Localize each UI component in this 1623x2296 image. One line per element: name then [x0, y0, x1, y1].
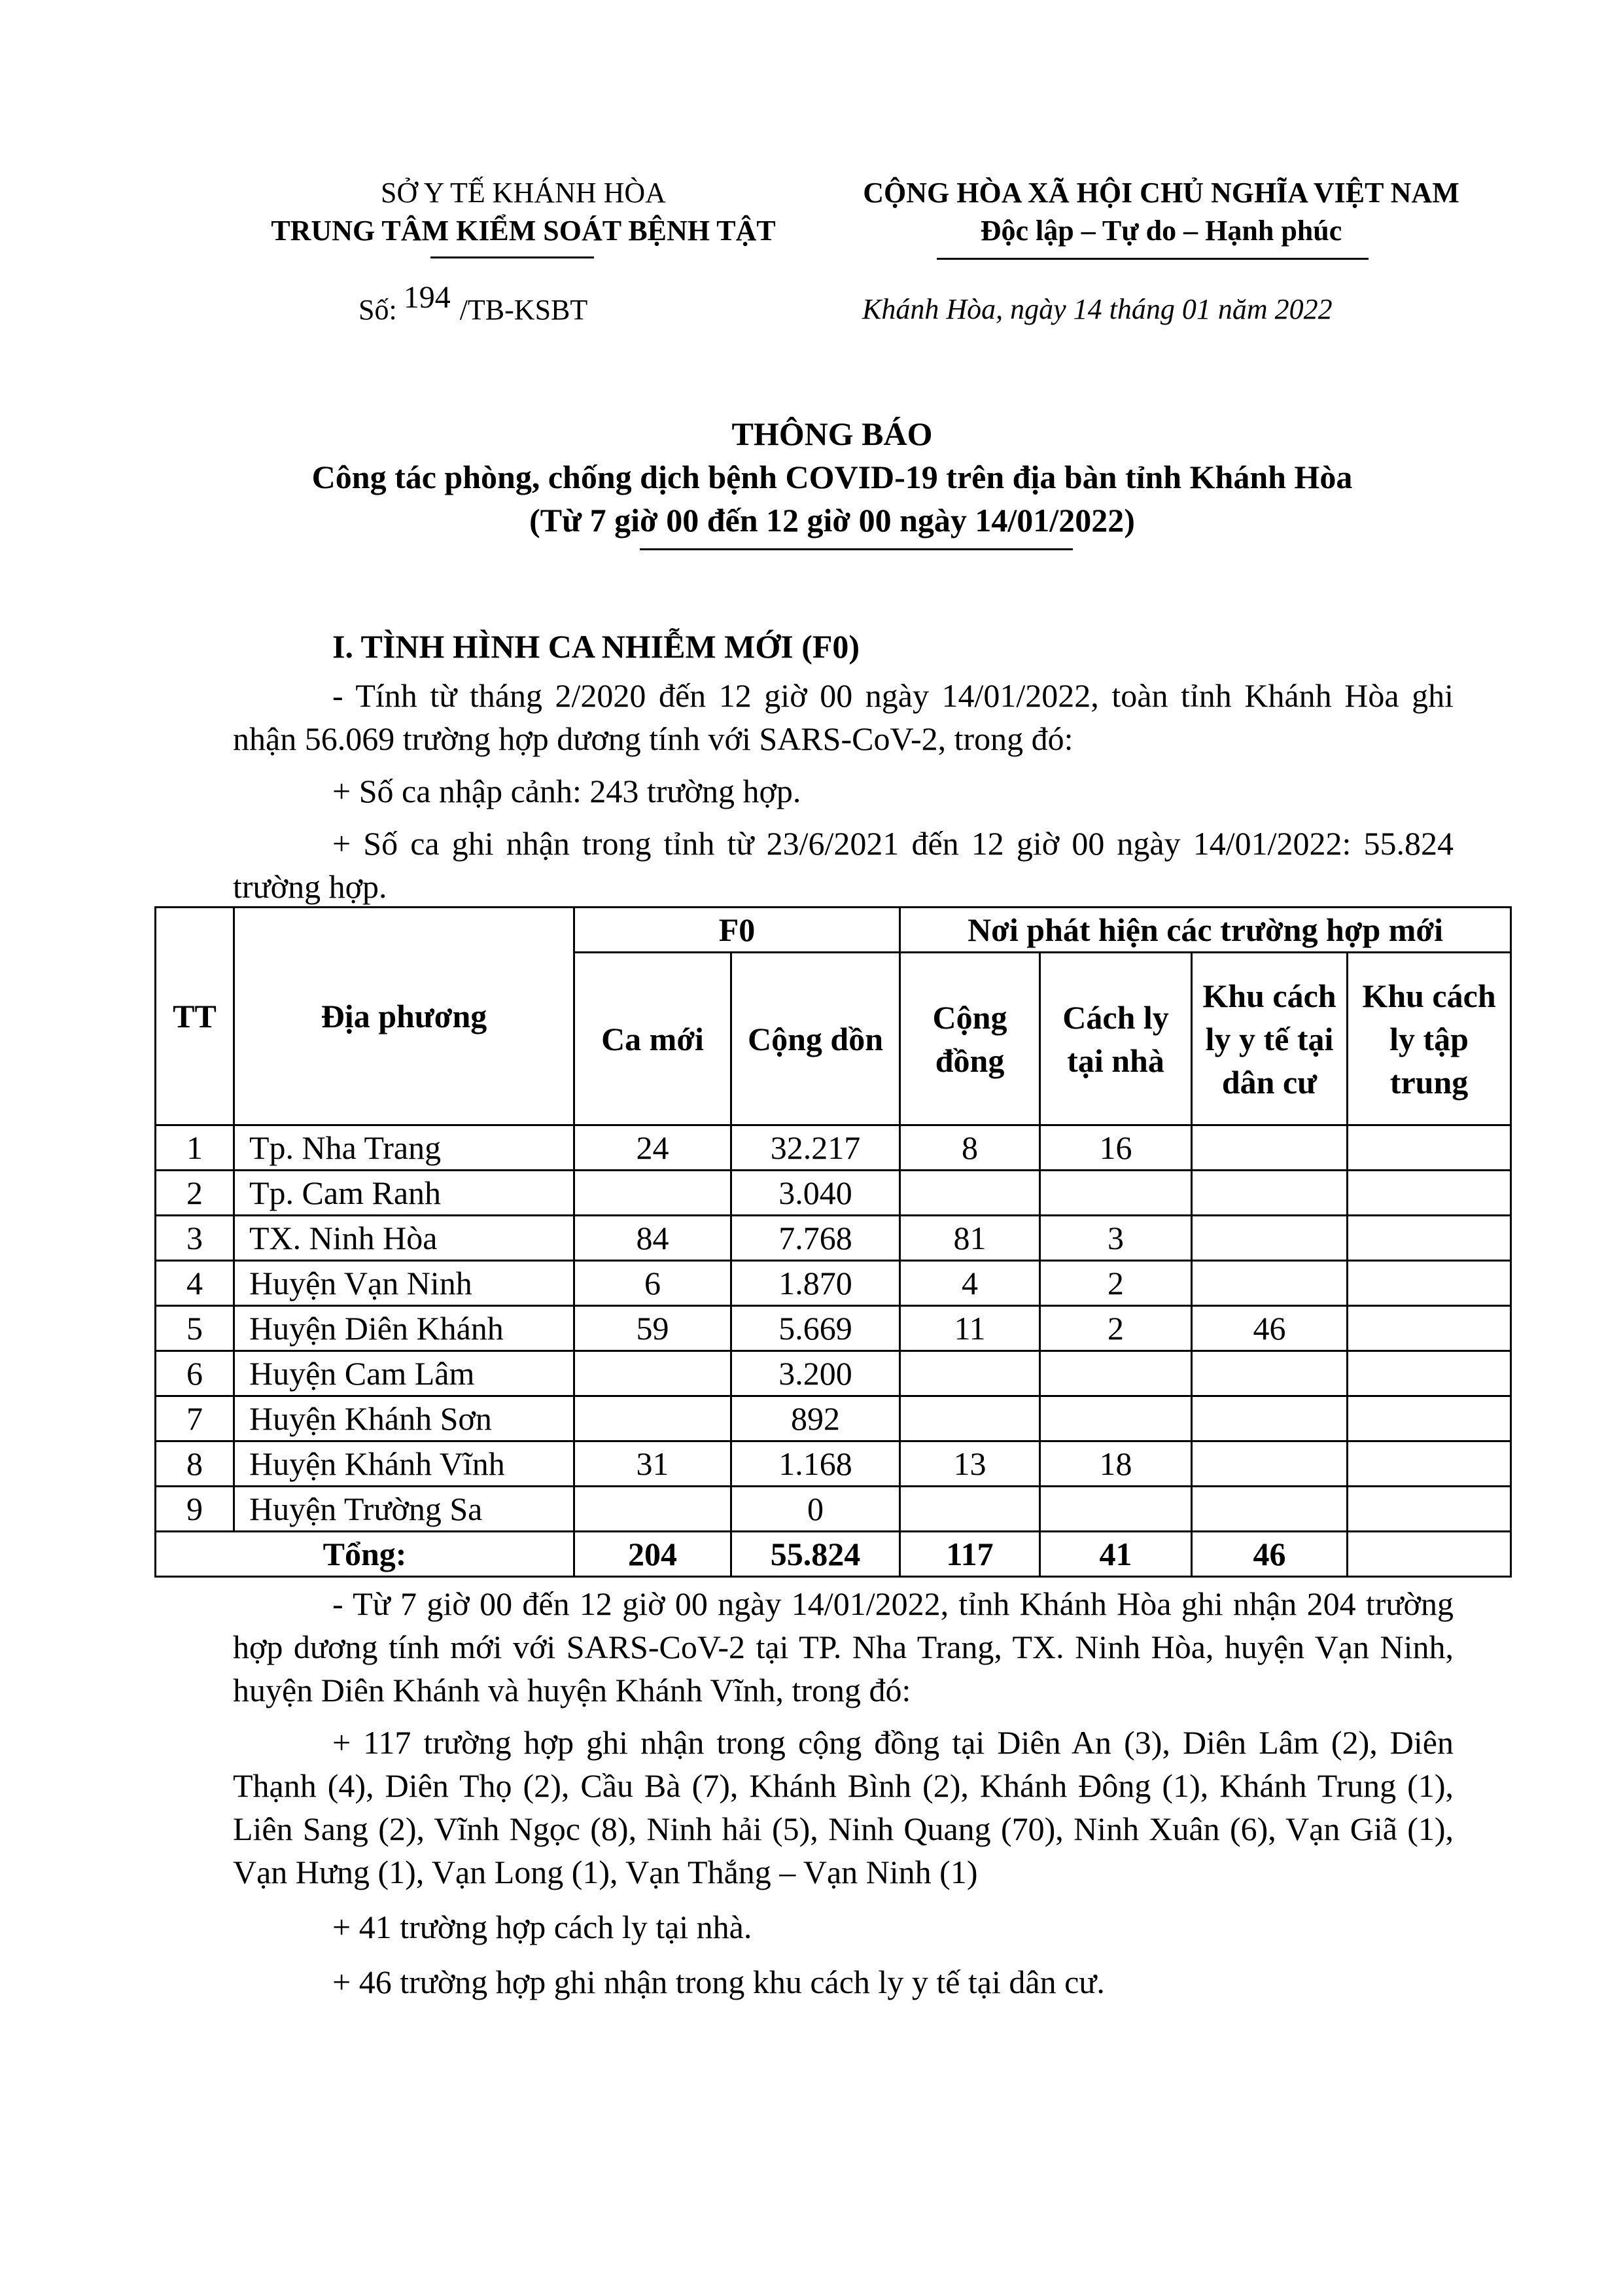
col-header-home: Cách ly tại nhà: [1040, 953, 1192, 1125]
row-residential: [1192, 1216, 1348, 1261]
row-central: [1348, 1216, 1511, 1261]
row-tt: 4: [156, 1261, 234, 1306]
paragraph-total: - Tính từ tháng 2/2020 đến 12 giờ 00 ngày 14/01/2022, toàn tỉnh Khánh Hòa ghi nhận 56.069 trường hợp dương tính với SARS-CoV-2, trong đó:: [233, 677, 1454, 757]
agency-name: TRUNG TÂM KIỂM SOÁT BỆNH TẬT: [271, 215, 776, 247]
col-header-new: Ca mới: [574, 953, 731, 1125]
col-header-community: Cộng đồng: [900, 953, 1040, 1125]
row-community: 11: [900, 1306, 1040, 1351]
row-residential: [1192, 1396, 1348, 1441]
row-community: [900, 1351, 1040, 1396]
paragraph-residential: + 46 trường hợp ghi nhận trong khu cách ly y tế tại dân cư.: [332, 1964, 1105, 2000]
row-community: [900, 1487, 1040, 1532]
row-tt: 9: [156, 1487, 234, 1532]
row-home: 2: [1040, 1306, 1192, 1351]
notice-title: THÔNG BÁO: [731, 415, 933, 452]
document-number: [358, 280, 588, 328]
total-residential: 46: [1192, 1532, 1348, 1577]
row-new: [574, 1487, 731, 1532]
row-residential: [1192, 1441, 1348, 1487]
row-cumulative: 1.870: [731, 1261, 900, 1306]
row-central: [1348, 1441, 1511, 1487]
paragraph-local: + Số ca ghi nhận trong tỉnh từ 23/6/2021 đến 12 giờ 00 ngày 14/01/2022: 55.824 trường hợp.: [233, 825, 1454, 905]
row-central: [1348, 1396, 1511, 1441]
col-header-cumulative: Cộng dồn: [731, 953, 900, 1125]
notice-subtitle: Công tác phòng, chống dịch bệnh COVID-19 trên địa bàn tỉnh Khánh Hòa: [311, 459, 1353, 495]
table-row: [156, 1441, 1511, 1487]
motto: Độc lập – Tự do – Hạnh phúc: [980, 215, 1342, 247]
intro-text: [233, 674, 1454, 908]
row-new: 24: [574, 1125, 731, 1171]
table-row: [156, 1171, 1511, 1216]
row-home: 18: [1040, 1441, 1192, 1487]
cases-table: [154, 906, 1512, 1578]
number-prefix: Số:: [358, 294, 397, 326]
table-row: [156, 1351, 1511, 1396]
row-tt: 7: [156, 1396, 234, 1441]
row-new: 6: [574, 1261, 731, 1306]
row-cumulative: 3.200: [731, 1351, 900, 1396]
section-heading: I. TÌNH HÌNH CA NHIỄM MỚI (F0): [332, 628, 860, 665]
row-residential: [1192, 1487, 1348, 1532]
row-locality: TX. Ninh Hòa: [234, 1216, 574, 1261]
col-header-residential: Khu cách ly y tế tại dân cư: [1192, 953, 1348, 1125]
paragraph-community: + 117 trường hợp ghi nhận trong cộng đồng tại Diên An (3), Diên Lâm (2), Diên Thạnh (4), Diên Thọ (2), Cầu Bà (7), Khánh Bình (2), Khánh Đông (1), Khánh Trung (1), Liên Sang (2), Vĩnh Ngọc (8), Ninh hải (5), Ninh Quang (70), Ninh Xuân (6), Vạn Giã (1), Vạn Hưng (1), Vạn Long (1), Vạn Thắng – Vạn Ninh (1): [233, 1724, 1454, 1890]
row-cumulative: 7.768: [731, 1216, 900, 1261]
table-row: [156, 1396, 1511, 1441]
row-cumulative: 5.669: [731, 1306, 900, 1351]
row-home: 3: [1040, 1216, 1192, 1261]
row-new: [574, 1351, 731, 1396]
row-tt: 2: [156, 1171, 234, 1216]
paragraph-home: + 41 trường hợp cách ly tại nhà.: [332, 1909, 752, 1945]
row-new: [574, 1396, 731, 1441]
row-locality: Tp. Cam Ranh: [234, 1171, 574, 1216]
row-home: 16: [1040, 1125, 1192, 1171]
row-community: [900, 1171, 1040, 1216]
col-header-locality: Địa phương: [234, 908, 574, 1125]
col-header-where: Nơi phát hiện các trường hợp mới: [900, 908, 1511, 953]
motto-underline: [937, 258, 1369, 260]
row-locality: Huyện Diên Khánh: [234, 1306, 574, 1351]
table-row: [156, 1487, 1511, 1532]
place-date: Khánh Hòa, ngày 14 tháng 01 năm 2022: [862, 293, 1333, 325]
row-central: [1348, 1306, 1511, 1351]
row-home: [1040, 1396, 1192, 1441]
row-new: 31: [574, 1441, 731, 1487]
row-home: 2: [1040, 1261, 1192, 1306]
row-tt: 3: [156, 1216, 234, 1261]
row-new: 59: [574, 1306, 731, 1351]
paragraph-imported: + Số ca nhập cảnh: 243 trường hợp.: [332, 773, 801, 809]
row-locality: Tp. Nha Trang: [234, 1125, 574, 1171]
title-underline: [640, 548, 1073, 550]
row-cumulative: 32.217: [731, 1125, 900, 1171]
notice-period: (Từ 7 giờ 00 đến 12 giờ 00 ngày 14/01/2022): [529, 502, 1135, 539]
row-residential: 46: [1192, 1306, 1348, 1351]
col-header-central: Khu cách ly tập trung: [1348, 953, 1511, 1125]
total-label: Tổng:: [156, 1532, 574, 1577]
row-residential: [1192, 1125, 1348, 1171]
row-residential: [1192, 1261, 1348, 1306]
row-locality: Huyện Khánh Sơn: [234, 1396, 574, 1441]
row-cumulative: 892: [731, 1396, 900, 1441]
total-central: [1348, 1532, 1511, 1577]
row-tt: 8: [156, 1441, 234, 1487]
row-home: [1040, 1171, 1192, 1216]
number-value: 194: [403, 280, 451, 315]
row-community: 8: [900, 1125, 1040, 1171]
col-header-tt: TT: [156, 908, 234, 1125]
row-central: [1348, 1351, 1511, 1396]
row-central: [1348, 1125, 1511, 1171]
agency-underline: [430, 256, 594, 258]
col-header-f0: F0: [574, 908, 900, 953]
row-locality: Huyện Vạn Ninh: [234, 1261, 574, 1306]
row-home: [1040, 1351, 1192, 1396]
row-cumulative: 0: [731, 1487, 900, 1532]
row-central: [1348, 1487, 1511, 1532]
row-cumulative: 3.040: [731, 1171, 900, 1216]
total-community: 117: [900, 1532, 1040, 1577]
paragraph-new-cases: - Từ 7 giờ 00 đến 12 giờ 00 ngày 14/01/2022, tỉnh Khánh Hòa ghi nhận 204 trường hợp dương tính mới với SARS-CoV-2 tại TP. Nha Trang, TX. Ninh Hòa, huyện Vạn Ninh, huyện Diên Khánh và huyện Khánh Vĩnh, trong đó:: [233, 1585, 1454, 1708]
row-new: [574, 1171, 731, 1216]
country-name: CỘNG HÒA XÃ HỘI CHỦ NGHĨA VIỆT NAM: [863, 177, 1459, 209]
row-new: 84: [574, 1216, 731, 1261]
row-tt: 1: [156, 1125, 234, 1171]
row-community: 13: [900, 1441, 1040, 1487]
row-locality: Huyện Trường Sa: [234, 1487, 574, 1532]
row-home: [1040, 1487, 1192, 1532]
total-home: 41: [1040, 1532, 1192, 1577]
row-community: 4: [900, 1261, 1040, 1306]
row-residential: [1192, 1171, 1348, 1216]
total-new: 204: [574, 1532, 731, 1577]
row-central: [1348, 1261, 1511, 1306]
table-total-row: [156, 1532, 1511, 1577]
row-locality: Huyện Khánh Vĩnh: [234, 1441, 574, 1487]
row-residential: [1192, 1351, 1348, 1396]
agency-parent: SỞ Y TẾ KHÁNH HÒA: [381, 177, 666, 209]
table-row: [156, 1125, 1511, 1171]
table-row: [156, 1306, 1511, 1351]
table-row: [156, 1261, 1511, 1306]
row-community: 81: [900, 1216, 1040, 1261]
number-suffix: /TB-KSBT: [459, 294, 588, 326]
table-row: [156, 1216, 1511, 1261]
details-text: [233, 1582, 1454, 2004]
row-tt: 5: [156, 1306, 234, 1351]
row-cumulative: 1.168: [731, 1441, 900, 1487]
row-tt: 6: [156, 1351, 234, 1396]
row-community: [900, 1396, 1040, 1441]
total-cumulative: 55.824: [731, 1532, 900, 1577]
row-locality: Huyện Cam Lâm: [234, 1351, 574, 1396]
row-central: [1348, 1171, 1511, 1216]
